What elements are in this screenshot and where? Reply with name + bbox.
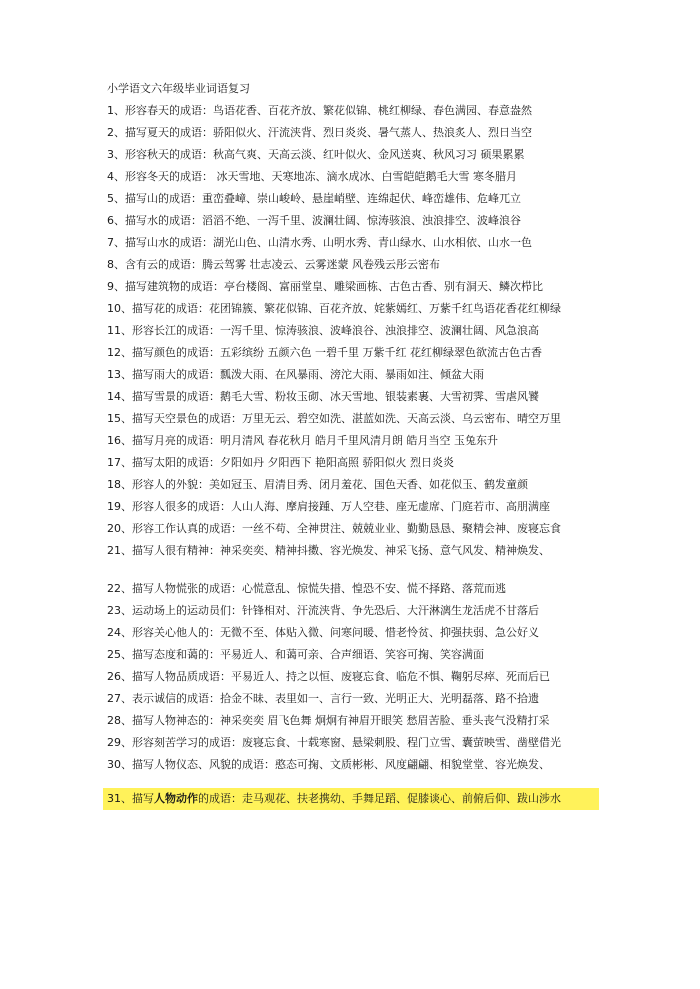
list-item: 28、描写人物神态的：神采奕奕 眉飞色舞 炯炯有神眉开眼笑 愁眉苦脸、垂头丧气没精打采 (107, 714, 550, 727)
highlight-bold-text: 人物动作 (154, 792, 198, 805)
list-item: 12、描写颜色的成语：五彩缤纷 五颜六色 一碧千里 万紫千红 花红柳绿翠色欲流古色古香 (107, 346, 542, 359)
list-item: 11、形容长江的成语：一泻千里、惊涛骇浪、波峰浪谷、浊浪排空、波澜壮阔、风急浪高 (107, 324, 539, 337)
list-item: 1、形容春天的成语：鸟语花香、百花齐放、繁花似锦、桃红柳绿、春色满园、春意盎然 (107, 104, 532, 117)
list-item: 29、形容刻苦学习的成语：废寝忘食、十载寒窗、悬梁刺股、程门立雪、囊萤映雪、凿壁借光 (107, 736, 561, 749)
list-item: 24、形容关心他人的：无微不至、体贴入微、问寒问暖、惜老怜贫、抑强扶弱、急公好义 (107, 626, 539, 639)
blank-line (107, 562, 599, 578)
highlight-prefix: 31、描写 (107, 792, 154, 805)
list-item: 27、表示诚信的成语：拾金不昧、表里如一、言行一致、光明正大、光明磊落、路不拾遗 (107, 692, 539, 705)
list-item: 9、描写建筑物的成语：亭台楼阁、富丽堂皇、雕梁画栋、古色古香、别有洞天、鳞次栉比 (107, 280, 543, 293)
list-item: 21、描写人很有精神：神采奕奕、精神抖擞、容光焕发、神采飞扬、意气风发、精神焕发、 (107, 544, 550, 557)
list-item: 7、描写山水的成语：湖光山色、山清水秀、山明水秀、青山绿水、山水相依、山水一色 (107, 236, 532, 249)
list-item: 5、描写山的成语：重峦叠嶂、崇山峻岭、悬崖峭壁、连绵起伏、峰峦雄伟、危峰兀立 (107, 192, 521, 205)
list-item: 20、形容工作认真的成语：一丝不苟、全神贯注、兢兢业业、勤勤恳恳、聚精会神、废寝忘食 (107, 522, 561, 535)
list-item: 2、描写夏天的成语：骄阳似火、汗流浃背、烈日炎炎、暑气蒸人、热浪炙人、烈日当空 (107, 126, 532, 139)
list-item: 17、描写太阳的成语：夕阳如丹 夕阳西下 艳阳高照 骄阳似火 烈日炎炎 (107, 456, 454, 469)
document-title: 小学语文六年级毕业词语复习 (107, 82, 250, 95)
list-item: 4、形容冬天的成语： 冰天雪地、天寒地冻、滴水成冰、白雪皑皑鹅毛大雪 寒冬腊月 (107, 170, 517, 183)
list-item: 16、描写月亮的成语：明月清风 春花秋月 皓月千里风清月朗 皓月当空 玉兔东升 (107, 434, 498, 447)
list-item: 19、形容人很多的成语：人山人海、摩肩接踵、万人空巷、座无虚席、门庭若市、高朋满座 (107, 500, 550, 513)
list-item: 8、含有云的成语：腾云驾雾 壮志凌云、云雾迷蒙 风卷残云彤云密布 (107, 258, 440, 271)
list-item: 15、描写天空景色的成语：万里无云、碧空如洗、湛蓝如洗、天高云淡、乌云密布、晴空万里 (107, 412, 561, 425)
list-item: 14、描写雪景的成语：鹅毛大雪、粉妆玉砌、冰天雪地、银装素裹、大雪初霁、雪虐风饕 (107, 390, 539, 403)
list-item: 23、运动场上的运动员们：针锋相对、汗流浃背、争先恐后、大汗淋漓生龙活虎不甘落后 (107, 604, 539, 617)
list-item: 25、描写态度和蔼的：平易近人、和蔼可亲、合声细语、笑容可掬、笑容满面 (107, 648, 484, 661)
highlighted-list-item (103, 788, 599, 810)
list-item: 30、描写人物仪态、风貌的成语：憨态可掬、文质彬彬、风度翩翩、相貌堂堂、容光焕发、 (107, 758, 550, 771)
list-item: 6、描写水的成语：滔滔不绝、一泻千里、波澜壮阔、惊涛骇浪、浊浪排空、波峰浪谷 (107, 214, 521, 227)
list-item: 18、形容人的外貌：美如冠玉、眉清目秀、闭月羞花、国色天香、如花似玉、鹤发童颜 (107, 478, 528, 491)
highlight-suffix: 的成语：走马观花、扶老携幼、手舞足蹈、促膝谈心、前俯后仰、跋山涉水 (198, 792, 561, 805)
list-item: 22、描写人物慌张的成语：心慌意乱、惊慌失措、惶恐不安、慌不择路、落荒而逃 (107, 582, 506, 595)
list-item: 10、描写花的成语：花团锦簇、繁花似锦、百花齐放、姹紫嫣红、万紫千红鸟语花香花红柳绿 (107, 302, 561, 315)
list-item: 3、形容秋天的成语：秋高气爽、天高云淡、红叶似火、金风送爽、秋风习习 硕果累累 (107, 148, 525, 161)
list-item: 13、描写雨大的成语：瓢泼大雨、在风暴雨、滂沱大雨、暴雨如注、倾盆大雨 (107, 368, 484, 381)
list-item: 26、描写人物品质成语：平易近人、持之以恒、废寝忘食、临危不惧、鞠躬尽瘁、死而后已 (107, 670, 550, 683)
document-page (107, 78, 599, 810)
